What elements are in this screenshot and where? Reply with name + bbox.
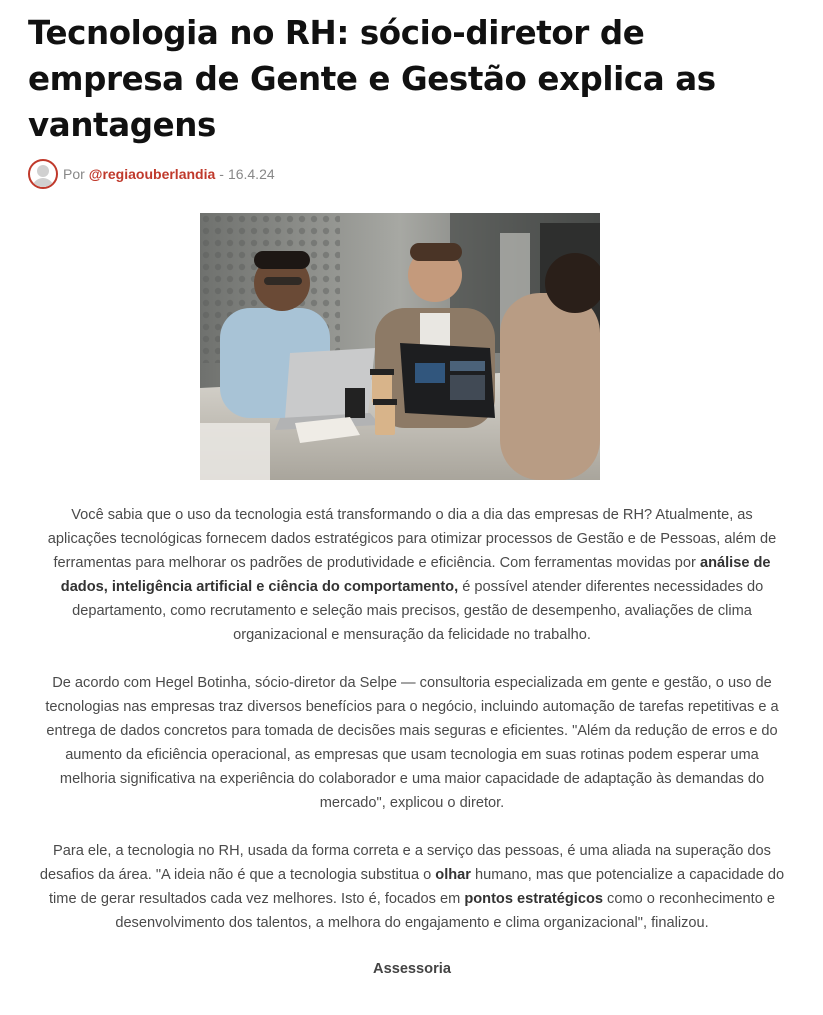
article-title: Tecnologia no RH: sócio-diretor de empresa de Gente e Gestão explica as vantagens [28,14,716,144]
author-avatar[interactable] [28,159,58,189]
by-label: Por [63,166,85,182]
article-signature: Assessoria [373,961,451,977]
paragraph-3 [36,839,788,935]
article-meta [28,158,275,190]
paragraph-2: De acordo com Hegel Botinha, sócio-diretor da Selpe — consultoria especializada em gente e gestão, o uso de tecnologias nas empresas traz diversos benefícios para o negócio, incluindo automação de tarefas repetitivas e a entrega de dados concretos para tomada de decisões mais seguras e eficientes. "Além da redução de erros e do aumento da eficiência operacional, as empresas que usam tecnologia em suas rotinas podem esperar uma melhoria significativa na experiência do colaborador e uma maior capacidade de adaptação às demandas do mercado", explicou o diretor. [45,675,779,811]
paragraph-3-text-c: como o reconhecimento e desenvolvimento dos talentos, a melhora do engajamento e clima organizacional", finalizou. [115,891,775,931]
paragraph-1-text-a: Você sabia que o uso da tecnologia está transformando o dia a dia das empresas de RH? Atualmente, as aplicações tecnológicas fornecem dados estratégicos para otimizar processos de Gestão e de Pessoas, além de ferramentas para melhorar os padrões de produtividade e eficiência. Com ferramentas movidas por [47,507,777,571]
paragraph-3-text-a: Para ele, a tecnologia no RH, usada da forma correta e a serviço das pessoas, é uma aliada na superação dos desafios da área. "A ideia não é que a tecnologia substitua o [39,843,771,883]
paragraph-1 [36,503,788,647]
publish-date: 16.4.24 [227,166,275,182]
office-meeting-illustration [200,213,600,480]
avatar-body-icon [32,178,54,189]
meta-separator: - [219,166,224,182]
paragraph-3-bold-2: pontos estratégicos [464,891,603,907]
paragraph-1-bold: análise de dados, inteligência artificial e ciência do comportamento, [60,555,771,595]
avatar-head-icon [37,165,49,177]
article-photo [200,213,600,480]
paragraph-3-text-b: humano, mas que potencialize a capacidade do time de gerar resultados cada vez melhores. Isto é, focados em [49,867,785,907]
article-body [36,503,788,1005]
paragraph-1-text-b: é possível atender diferentes necessidades do departamento, como recrutamento e seleção mais precisos, gestão de desempenho, avaliações de clima organizacional e mensuração da felicidade no trabalho. [72,579,764,643]
author-link[interactable]: @regiaouberlandia [88,166,216,182]
paragraph-3-bold-1: olhar [435,867,471,883]
